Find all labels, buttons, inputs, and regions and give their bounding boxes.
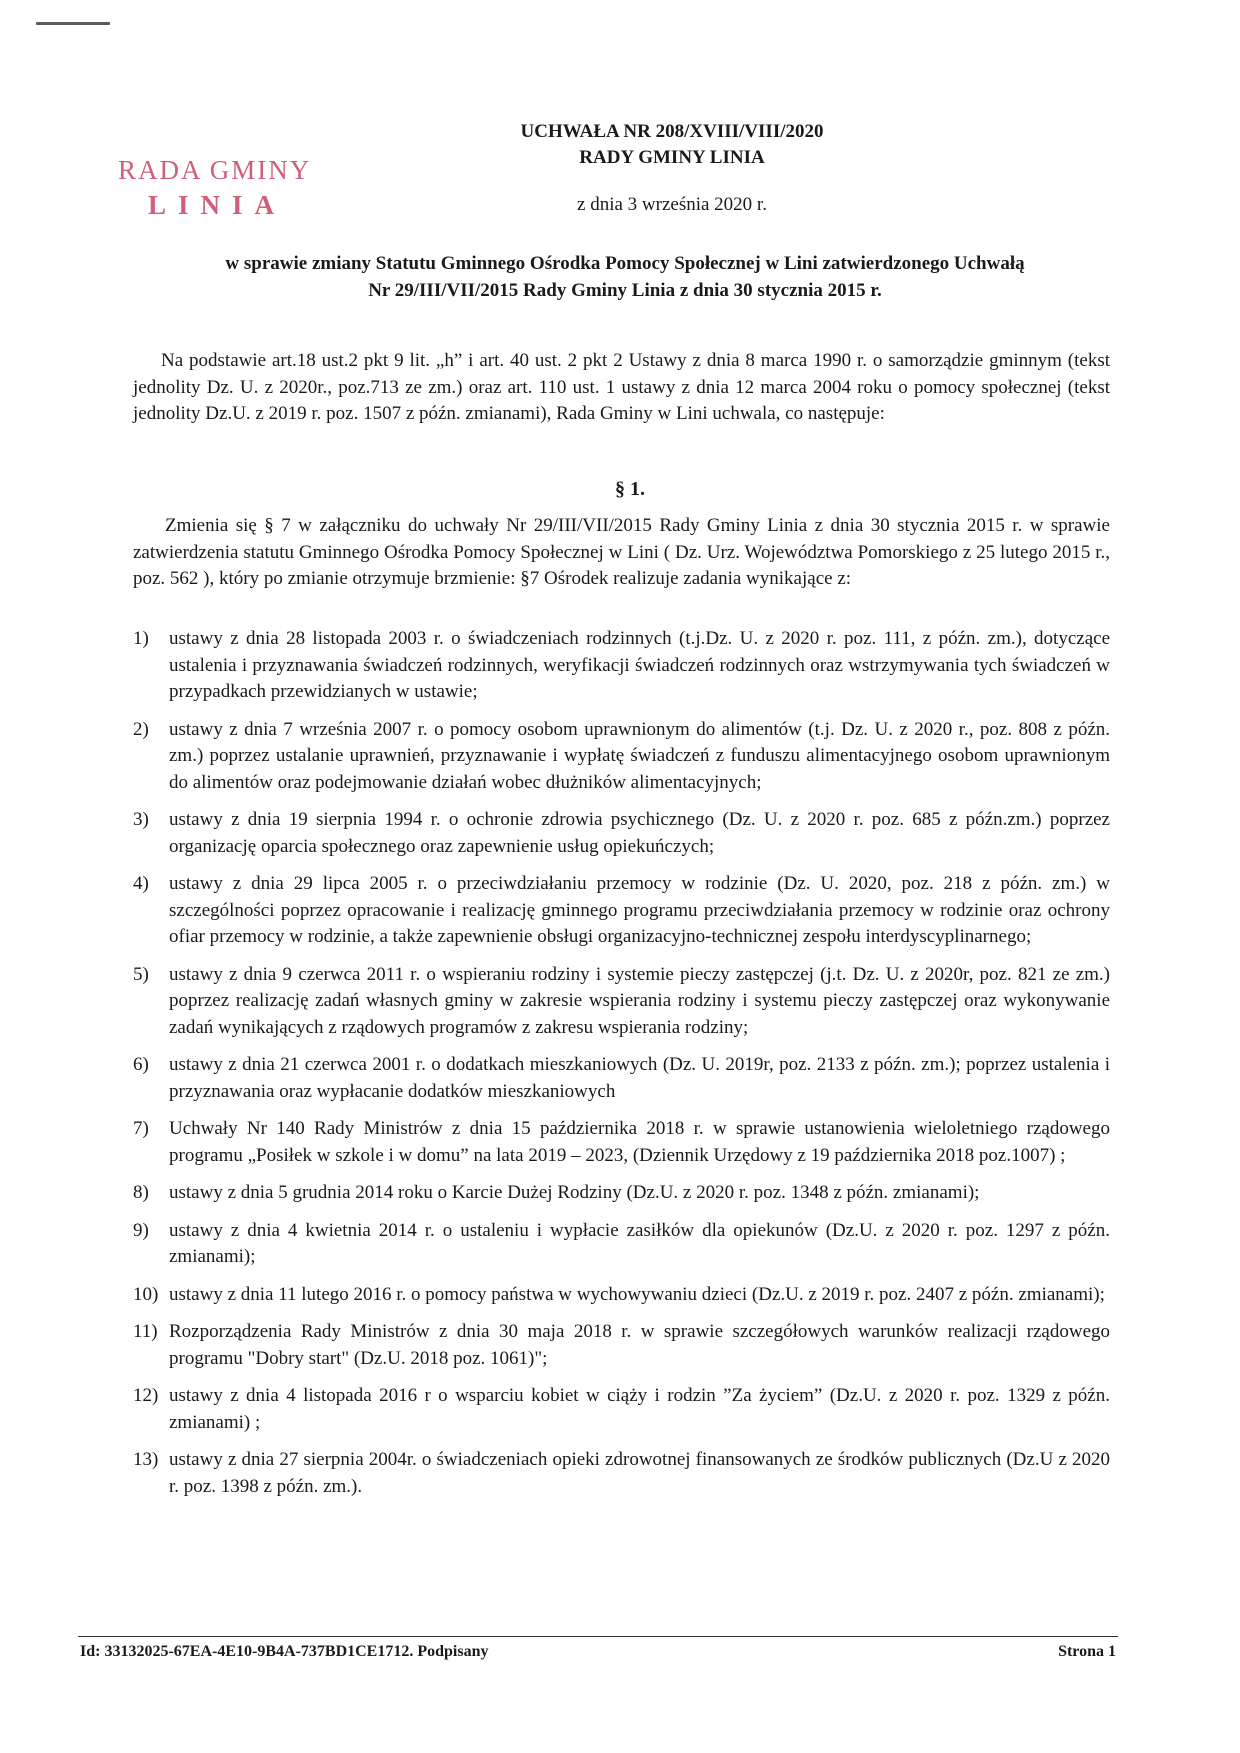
list-item: [133, 626, 1110, 706]
document-id: Id: 33132025-67EA-4E10-9B4A-737BD1CE1712. Podpisany: [80, 1643, 489, 1660]
footer-divider: [78, 1636, 1118, 1637]
subject-line-1: w sprawie zmiany Statutu Gminnego Ośrodka Pomocy Społecznej w Lini zatwierdzonego Uchwałą: [225, 253, 1025, 274]
tasks-list: [133, 626, 1110, 1511]
page-footer: [80, 1643, 1116, 1661]
subject-line-2: Nr 29/III/VII/2015 Rady Gminy Linia z dnia 30 stycznia 2015 r.: [368, 280, 882, 301]
list-item-number: 4): [133, 873, 149, 894]
list-item: [133, 1282, 1110, 1309]
list-item-text: ustawy z dnia 4 kwietnia 2014 r. o ustaleniu i wypłacie zasiłków dla opiekunów (Dz.U. z 2020 r. poz. 1297 z późn. zmianami);: [169, 1219, 1110, 1267]
scan-mark: [36, 22, 110, 25]
list-item: [133, 1218, 1110, 1271]
section-heading: § 1.: [615, 478, 645, 500]
list-item: [133, 1383, 1110, 1436]
list-item: [133, 717, 1110, 797]
stamp-line-1: RADA GMINY: [118, 155, 312, 185]
list-item-text: ustawy z dnia 28 listopada 2003 r. o świadczeniach rodzinnych (t.j.Dz. U. z 2020 r. poz. 111, z późn. zm.), dotyczące ustalenia i przyznawania świadczeń rodzinnych, weryfikacji świadczeń rodzinnych oraz wstrzymywania tych świadczeń w przypadkach przewidzianych w ustawie;: [169, 628, 1110, 702]
list-item-text: ustawy z dnia 11 lutego 2016 r. o pomocy państwa w wychowywaniu dzieci (Dz.U. z 2019 r. poz. 2407 z późn. zmianami);: [169, 1283, 1105, 1305]
section-1-paragraph: Zmienia się § 7 w załączniku do uchwały Nr 29/III/VII/2015 Rady Gminy Linia z dnia 30 stycznia 2015 r. w sprawie zatwierdzenia statutu Gminnego Ośrodka Pomocy Społecznej w Lini ( Dz. Urz. Województwa Pomorskiego z 25 lutego 2015 r., poz. 562 ), który po zmianie otrzymuje brzmienie: §7 Ośrodek realizuje zadania wynikające z:: [133, 515, 1110, 589]
list-item-text: ustawy z dnia 27 sierpnia 2004r. o świadczeniach opieki zdrowotnej finansowanych ze środków publicznych (Dz.U z 2020 r. poz. 1398 z późn. zm.).: [169, 1449, 1110, 1497]
list-item-number: 2): [133, 718, 149, 740]
list-item-number: 13): [133, 1449, 159, 1470]
list-item: [133, 1116, 1110, 1169]
list-item-number: 8): [133, 1182, 149, 1203]
list-item-number: 3): [133, 809, 149, 830]
list-item-text: Rozporządzenia Rady Ministrów z dnia 30 maja 2018 r. w sprawie szczegółowych warunków realizacji rządowego programu "Dobry start" (Dz.U. 2018 poz. 1061)";: [169, 1321, 1110, 1369]
list-item: [133, 871, 1110, 951]
list-item-number: 11): [133, 1321, 158, 1342]
list-item-text: ustawy z dnia 19 sierpnia 1994 r. o ochronie zdrowia psychicznego (Dz. U. z 2020 r. poz. 685 z późn.zm.) poprzez organizację oparcia społecznego oraz zapewnienie usług opiekuńczych;: [169, 809, 1110, 857]
list-item-text: ustawy z dnia 9 czerwca 2011 r. o wspieraniu rodziny i systemie pieczy zastępczej (j.t. Dz. U. z 2020r, poz. 821 ze zm.) poprzez realizację zadań własnych gminy w zakresie wspierania rodziny i systemu pieczy zastępczej oraz wykonywanie zadań wynikających z rządowych programów z zakresu wspierania rodziny;: [169, 963, 1110, 1038]
list-item-number: 6): [133, 1054, 149, 1075]
list-item-text: ustawy z dnia 29 lipca 2005 r. o przeciwdziałaniu przemocy w rodzinie (Dz. U. 2020, poz. 218 z późn. zm.) w szczególności poprzez opracowanie i realizację gminnego programu przeciwdziałania przemocy w rodzinie oraz ochrony ofiar przemocy w rodzinie, a także zapewnienie obsługi organizacyjno-technicznej zespołu interdyscyplinarnego;: [169, 873, 1110, 947]
list-item: [133, 962, 1110, 1042]
list-item-number: 12): [133, 1385, 159, 1406]
list-item-text: ustawy z dnia 7 września 2007 r. o pomocy osobom uprawnionym do alimentów (t.j. Dz. U. z 2020 r., poz. 808 z późn. zm.) poprzez ustalanie uprawnień, przyznawanie i wypłatę świadczeń z funduszu alimentacyjnego osobom uprawnionym do alimentów oraz podejmowanie działań wobec dłużników alimentacyjnych;: [169, 718, 1110, 793]
list-item-number: 1): [133, 628, 149, 649]
list-item-text: ustawy z dnia 21 czerwca 2001 r. o dodatkach mieszkaniowych (Dz. U. 2019r, poz. 2133 z późn. zm.); poprzez ustalenia i przyznawania oraz wypłacanie dodatków mieszkaniowych: [169, 1054, 1110, 1102]
legal-basis-paragraph: Na podstawie art.18 ust.2 pkt 9 lit. „h” i art. 40 ust. 2 pkt 2 Ustawy z dnia 8 marca 1990 r. o samorządzie gminnym (tekst jednolity Dz. U. z 2020r., poz.713 ze zm.) oraz art. 110 ust. 1 ustawy z dnia 12 marca 2004 roku o pomocy społecznej (tekst jednolity Dz.U. z 2019 r. poz. 1507 z późn. zmianami), Rada Gminy w Lini uchwala, co następuje:: [133, 350, 1110, 424]
resolution-body: RADY GMINY LINIA: [579, 147, 765, 168]
list-item-number: 5): [133, 963, 149, 985]
resolution-date: z dnia 3 września 2020 r.: [577, 194, 767, 215]
list-item-text: Uchwały Nr 140 Rady Ministrów z dnia 15 października 2018 r. w sprawie ustanowienia wieloletniego rządowego programu „Posiłek w szkole i w domu” na lata 2019 – 2023, (Dziennik Urzędowy z 19 października 2018 poz.1007) ;: [169, 1118, 1110, 1166]
page-number: Strona 1: [1058, 1643, 1116, 1660]
list-item-number: 10): [133, 1283, 159, 1305]
stamp-line-2: LINIA: [148, 190, 287, 220]
list-item: [133, 1447, 1110, 1500]
list-item-number: 9): [133, 1219, 149, 1241]
list-item: [133, 1319, 1110, 1372]
resolution-title: UCHWAŁA NR 208/XVIII/VIII/2020: [520, 121, 824, 142]
list-item: [133, 1180, 1110, 1207]
resolution-subject: [160, 250, 1090, 304]
list-item: [133, 807, 1110, 860]
list-item: [133, 1052, 1110, 1105]
list-item-text: ustawy z dnia 4 listopada 2016 r o wsparciu kobiet w ciąży i rodzin ”Za życiem” (Dz.U. z 2020 r. poz. 1329 z późn. zmianami) ;: [169, 1385, 1110, 1433]
list-item-number: 7): [133, 1118, 149, 1139]
list-item-text: ustawy z dnia 5 grudnia 2014 roku o Karcie Dużej Rodziny (Dz.U. z 2020 r. poz. 1348 z późn. zmianami);: [169, 1182, 980, 1203]
